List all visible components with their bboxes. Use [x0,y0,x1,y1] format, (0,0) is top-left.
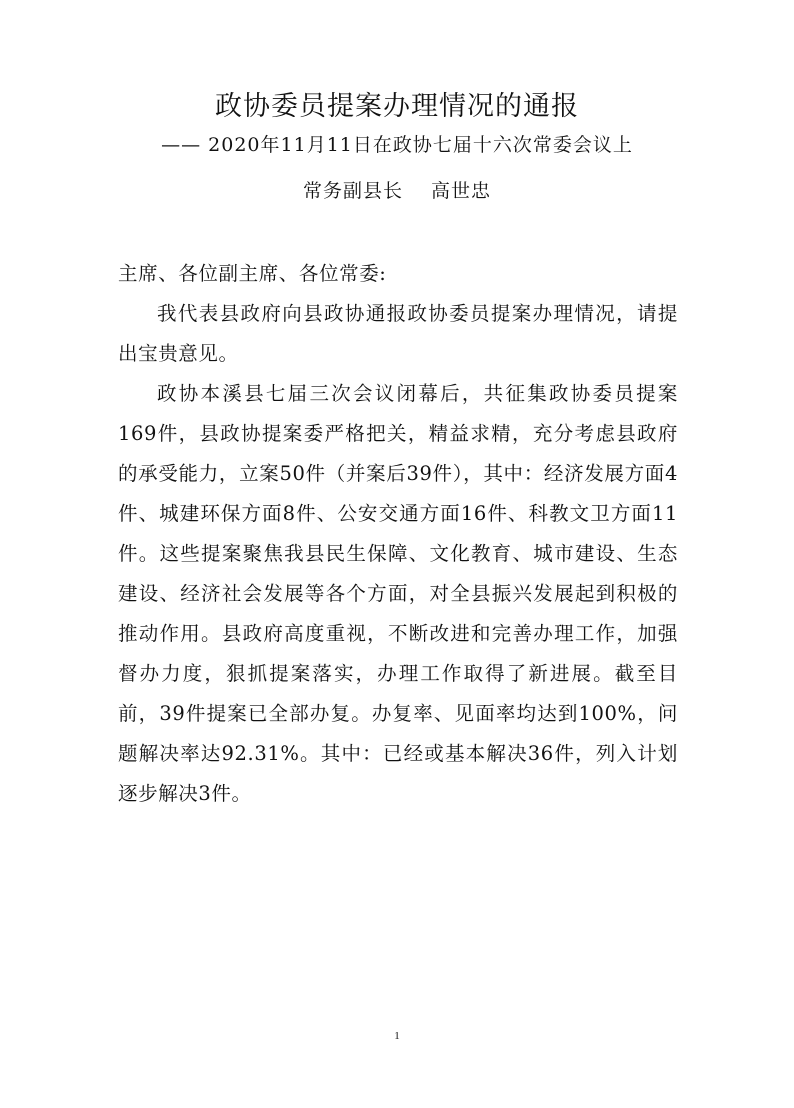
salutation: 主席、各位副主席、各位常委: [118,262,387,285]
speaker-line [0,176,794,203]
document-body [118,254,678,814]
speaker-role: 常务副县长 [302,180,403,202]
body-paragraph: 我代表县政府向县政协通报政协委员提案办理情况，请提出宝贵意见。 [118,302,678,365]
document-subtitle: —— 2020年11月11日在政协七届十六次常委会议上 [161,134,633,156]
body-paragraph: 政协本溪县七届三次会议闭幕后，共征集政协委员提案169件，县政协提案委严格把关，精益求精，充分考虑县政府的承受能力，立案50件（并案后39件），其中：经济发展方面4件、城建环保方面8件、公安交通方面16件、科教文卫方面11件。这些提案聚焦我县民生保障、文化教育、城市建设、生态建设、经济社会发展等各个方面，对全县振兴发展起到积极的推动作用。县政府高度重视，不断改进和完善办理工作，加强督办力度，狠抓提案落实，办理工作取得了新进展。截至目前，39件提案已全部办复。办复率、见面率均达到100%，问题解决率达92.31%。其中：已经或基本解决36件，列入计划逐步解决3件。 [118,382,678,805]
document-title: 政协委员提案办理情况的通报 [215,91,579,122]
page-number: 1 [394,1030,400,1042]
speaker-name: 高世忠 [431,180,492,202]
